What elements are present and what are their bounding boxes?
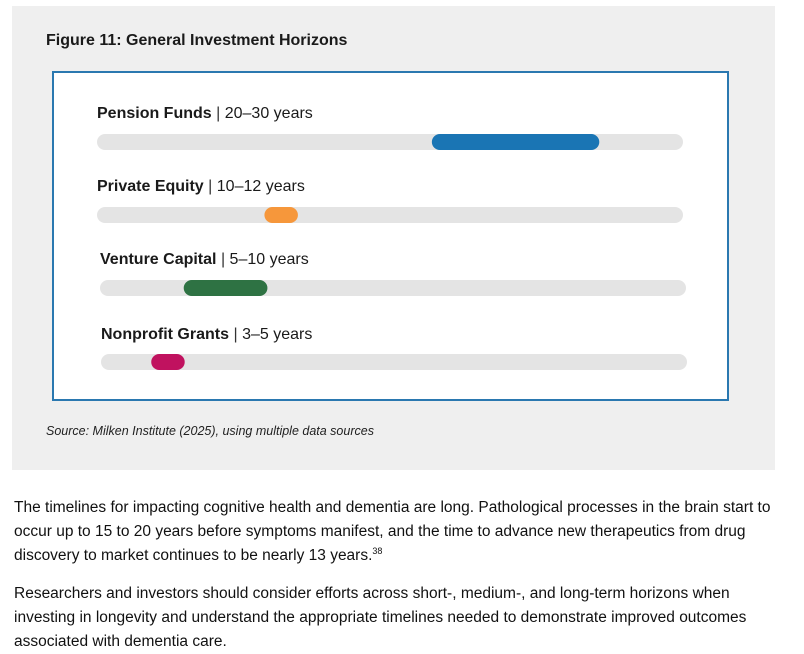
category-name: Pension Funds bbox=[97, 105, 212, 122]
bar-label-nonprofit-grants: Nonprofit Grants | 3–5 years bbox=[101, 326, 313, 343]
category-name: Venture Capital bbox=[100, 251, 217, 268]
paragraph-text: Researchers and investors should consider efforts across short-, medium-, and long-term horizons when investing in longevity and understand the appropriate timelines needed to demonstrate improved outcomes associated with dementia care. bbox=[14, 585, 747, 650]
bar-track-svg bbox=[101, 354, 687, 370]
footnote-ref: 38 bbox=[372, 545, 383, 556]
bar-track-svg bbox=[97, 134, 683, 150]
range-text: 5–10 years bbox=[229, 251, 309, 268]
body-paragraph-2 bbox=[14, 582, 789, 654]
paragraph-text: The timelines for impacting cognitive health and dementia are long. Pathological processes in the brain start to occur up to 15 to 20 years before symptoms manifest, and the time to advance new therapeutics from drug discovery to market continues to be nearly 13 years. bbox=[14, 499, 771, 564]
bar-track bbox=[101, 354, 687, 370]
category-name: Private Equity bbox=[97, 178, 204, 195]
range-bar-private-equity bbox=[264, 207, 297, 223]
chart-frame bbox=[52, 71, 729, 401]
bar-track-svg bbox=[100, 280, 686, 296]
body-paragraph-1 bbox=[14, 496, 789, 568]
range-bar-nonprofit-grants bbox=[151, 354, 184, 370]
category-name: Nonprofit Grants bbox=[101, 326, 229, 343]
figure-panel bbox=[12, 6, 775, 470]
range-bar-venture-capital bbox=[184, 280, 268, 296]
figure-source: Source: Milken Institute (2025), using multiple data sources bbox=[46, 424, 374, 438]
bar-track bbox=[97, 207, 683, 223]
bar-label-pension-funds: Pension Funds | 20–30 years bbox=[97, 105, 313, 122]
range-text: 3–5 years bbox=[242, 326, 313, 343]
bar-label-private-equity: Private Equity | 10–12 years bbox=[97, 178, 305, 195]
bar-track-svg bbox=[97, 207, 683, 223]
figure-title: Figure 11: General Investment Horizons bbox=[46, 32, 348, 49]
range-text: 20–30 years bbox=[224, 105, 313, 122]
range-text: 10–12 years bbox=[216, 178, 305, 195]
range-bar-pension-funds bbox=[432, 134, 599, 150]
bar-label-venture-capital: Venture Capital | 5–10 years bbox=[100, 251, 309, 268]
